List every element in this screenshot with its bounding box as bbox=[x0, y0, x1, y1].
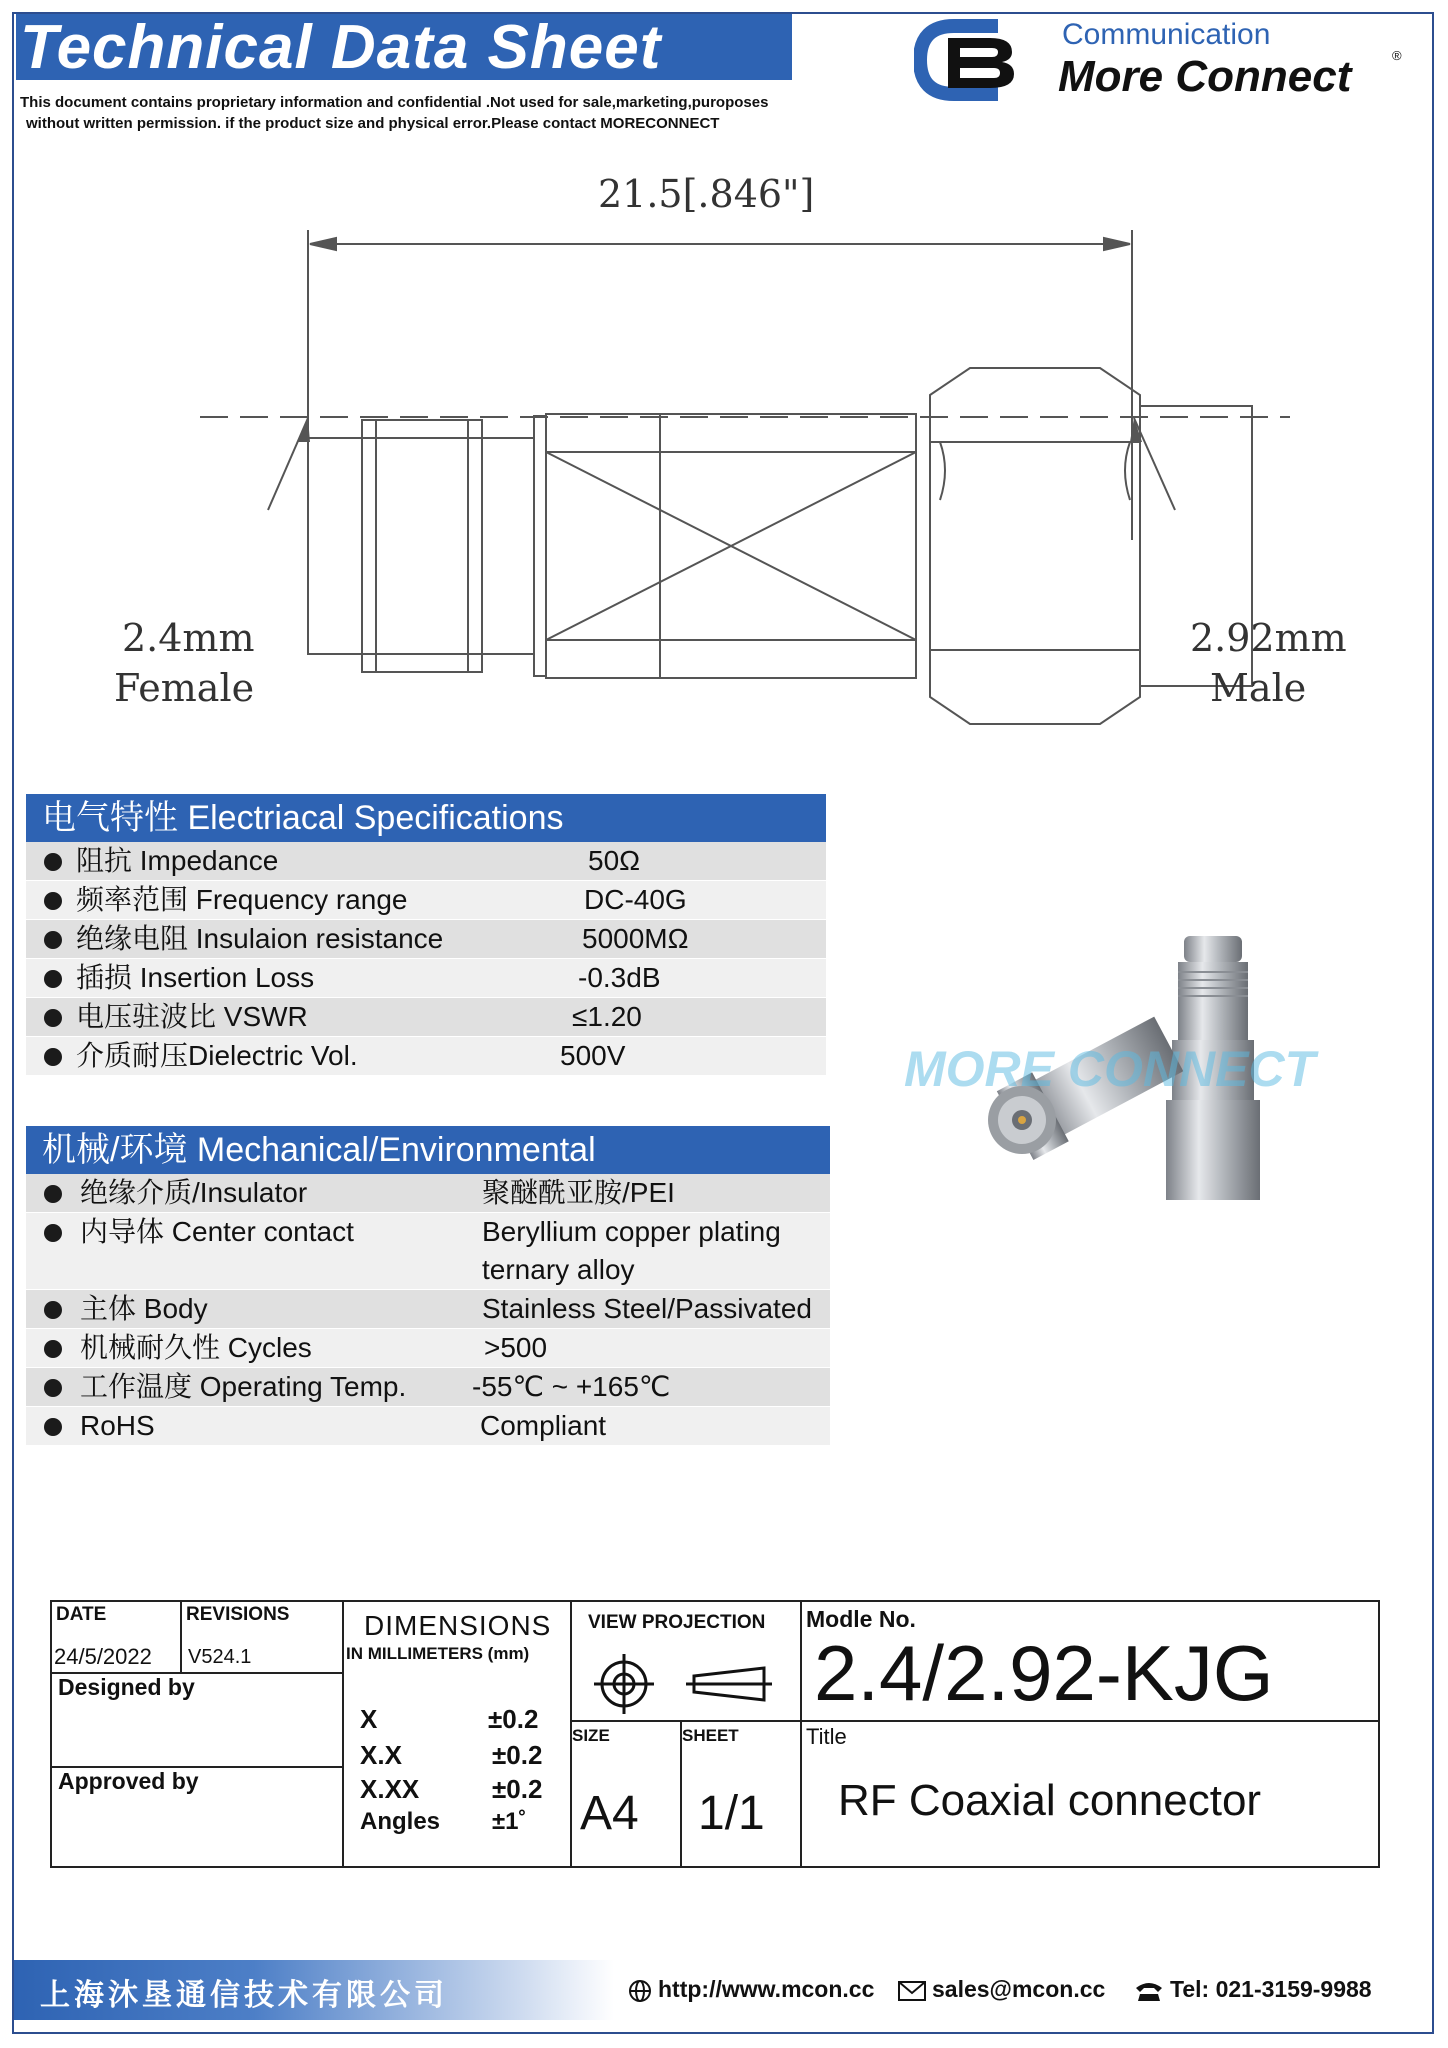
phone-icon bbox=[1134, 1980, 1164, 2002]
spec-value: -55℃ ~ +165℃ bbox=[472, 1371, 671, 1402]
dimensions-label: DIMENSIONS bbox=[364, 1610, 552, 1641]
bullet-icon bbox=[44, 853, 62, 871]
telephone[interactable] bbox=[1134, 1976, 1372, 2003]
spec-row bbox=[26, 842, 826, 881]
tolerance-key: Angles bbox=[360, 1808, 441, 1835]
website-text: http://www.mcon.cc bbox=[658, 1976, 875, 2002]
spec-row bbox=[26, 959, 826, 998]
bullet-icon bbox=[44, 1340, 62, 1358]
bullet-icon bbox=[44, 1379, 62, 1397]
spec-value: 聚醚酰亚胺/PEI bbox=[482, 1177, 675, 1208]
spec-label: 电压驻波比 VSWR bbox=[76, 1001, 308, 1032]
spec-label: 频率范围 Frequency range bbox=[76, 884, 408, 915]
title-label: Title bbox=[806, 1724, 847, 1749]
tolerance-value: ±0.2 bbox=[492, 1740, 543, 1770]
globe-icon bbox=[628, 1979, 652, 2003]
bullet-icon bbox=[44, 1301, 62, 1319]
revisions-label: REVISIONS bbox=[186, 1604, 290, 1625]
right-size-label: 2.92mm bbox=[1190, 616, 1347, 660]
title-value: RF Coaxial connector bbox=[838, 1776, 1262, 1825]
bullet-icon bbox=[44, 931, 62, 949]
spec-label: 机械耐久性 Cycles bbox=[80, 1332, 312, 1363]
tolerance-key: X.X bbox=[360, 1740, 402, 1770]
spec-row bbox=[26, 998, 826, 1037]
size-value: A4 bbox=[580, 1787, 639, 1840]
spec-value: -0.3dB bbox=[578, 962, 661, 993]
left-size-label: 2.4mm bbox=[122, 616, 255, 660]
connector-drawing bbox=[100, 172, 1360, 740]
spec-value: Stainless Steel/Passivated bbox=[482, 1293, 812, 1324]
brand-name: More Connect bbox=[1058, 52, 1352, 101]
spec-value: DC-40G bbox=[584, 884, 687, 915]
page-title: Technical Data Sheet bbox=[20, 13, 662, 82]
spec-label: 内导体 Center contact bbox=[80, 1216, 354, 1247]
email[interactable] bbox=[898, 1976, 1105, 2003]
company-logo-icon bbox=[914, 16, 1026, 104]
tolerance-value: ±0.2 bbox=[492, 1774, 543, 1804]
spec-label: 工作温度 Operating Temp. bbox=[80, 1371, 407, 1402]
confidentiality-notice bbox=[20, 92, 800, 134]
revisions-value: V524.1 bbox=[188, 1646, 252, 1668]
spec-row bbox=[26, 1290, 830, 1329]
title-block bbox=[50, 1600, 1380, 1868]
spec-row bbox=[26, 1037, 826, 1076]
bullet-icon bbox=[44, 970, 62, 988]
electrical-spec-table bbox=[26, 794, 826, 1076]
bullet-icon bbox=[44, 1185, 62, 1203]
website[interactable] bbox=[628, 1976, 874, 2003]
date-label: DATE bbox=[56, 1604, 107, 1625]
mechanical-heading: 机械/环境 Mechanical/Environmental bbox=[26, 1126, 830, 1174]
bullet-icon bbox=[44, 1224, 62, 1242]
units-label: IN MILLIMETERS (mm) bbox=[346, 1644, 530, 1663]
tolerance-key: X.XX bbox=[360, 1774, 420, 1804]
bullet-icon bbox=[44, 892, 62, 910]
spec-value: Compliant bbox=[480, 1410, 607, 1441]
electrical-rows bbox=[26, 842, 826, 1076]
bullet-icon bbox=[44, 1048, 62, 1066]
brand-tagline: Communication bbox=[1062, 18, 1271, 51]
mail-icon bbox=[898, 1980, 926, 2002]
spec-label: 绝缘电阻 Insulaion resistance bbox=[76, 923, 444, 954]
overall-length-label: 21.5[.846"] bbox=[598, 172, 815, 216]
spec-row bbox=[26, 1368, 830, 1407]
size-label: SIZE bbox=[572, 1726, 610, 1745]
spec-row bbox=[26, 1174, 830, 1213]
date-value: 24/5/2022 bbox=[54, 1644, 152, 1669]
spec-value: 500V bbox=[560, 1040, 626, 1071]
spec-label: 插损 Insertion Loss bbox=[76, 962, 315, 993]
telephone-text: Tel: 021-3159-9988 bbox=[1170, 1976, 1372, 2002]
spec-value: 5000MΩ bbox=[582, 923, 689, 954]
mechanical-rows bbox=[26, 1174, 830, 1446]
tolerance-value: ±0.2 bbox=[488, 1704, 539, 1734]
spec-row bbox=[26, 1407, 830, 1446]
notice-line-2: without written permission. if the product size and physical error.Please contact MORECONNECT bbox=[26, 115, 720, 132]
spec-value: Beryllium copper plating bbox=[482, 1216, 781, 1247]
spec-value: >500 bbox=[484, 1332, 548, 1363]
bullet-icon bbox=[44, 1009, 62, 1027]
registered-mark: ® bbox=[1392, 48, 1402, 63]
approved-by-label: Approved by bbox=[58, 1768, 199, 1794]
spec-row bbox=[26, 1213, 830, 1290]
first-angle-projection-icon bbox=[592, 1654, 772, 1714]
tolerance-value: ±1˚ bbox=[492, 1808, 527, 1835]
spec-value: 50Ω bbox=[588, 845, 641, 876]
notice-line-1: This document contains proprietary information and confidential .Not used for sale,marketing,puroposes bbox=[20, 94, 769, 111]
right-gender-label: Male bbox=[1210, 666, 1307, 710]
title-banner bbox=[16, 14, 792, 80]
watermark: MORE CONNECT bbox=[904, 1041, 1316, 1097]
sheet-value: 1/1 bbox=[698, 1787, 765, 1840]
model-label: Modle No. bbox=[806, 1606, 916, 1632]
connector-outline bbox=[100, 180, 1360, 740]
spec-label: 绝缘介质/Insulator bbox=[80, 1177, 308, 1208]
mechanical-spec-table bbox=[26, 1126, 830, 1446]
model-value: 2.4/2.92-KJG bbox=[814, 1629, 1274, 1717]
electrical-heading: 电气特性 Electriacal Specifications bbox=[26, 794, 826, 842]
spec-label: 阻抗 Impedance bbox=[76, 845, 279, 876]
email-text: sales@mcon.cc bbox=[932, 1976, 1106, 2002]
designed-by-label: Designed by bbox=[58, 1674, 195, 1700]
footer bbox=[14, 1960, 1432, 2020]
tolerance-key: X bbox=[360, 1704, 378, 1734]
company-name: 上海沐垦通信技术有限公司 bbox=[40, 1978, 448, 2013]
spec-value: ≤1.20 bbox=[572, 1001, 642, 1032]
bullet-icon bbox=[44, 1418, 62, 1436]
spec-label: RoHS bbox=[80, 1410, 155, 1441]
spec-label: 主体 Body bbox=[80, 1293, 208, 1324]
sheet-label: SHEET bbox=[682, 1726, 739, 1745]
spec-row bbox=[26, 1329, 830, 1368]
spec-row bbox=[26, 920, 826, 959]
spec-row bbox=[26, 881, 826, 920]
spec-value-line-2: ternary alloy bbox=[482, 1254, 635, 1285]
view-projection-label: VIEW PROJECTION bbox=[588, 1612, 766, 1633]
spec-label: 介质耐压Dielectric Vol. bbox=[76, 1040, 358, 1071]
left-gender-label: Female bbox=[114, 666, 255, 710]
